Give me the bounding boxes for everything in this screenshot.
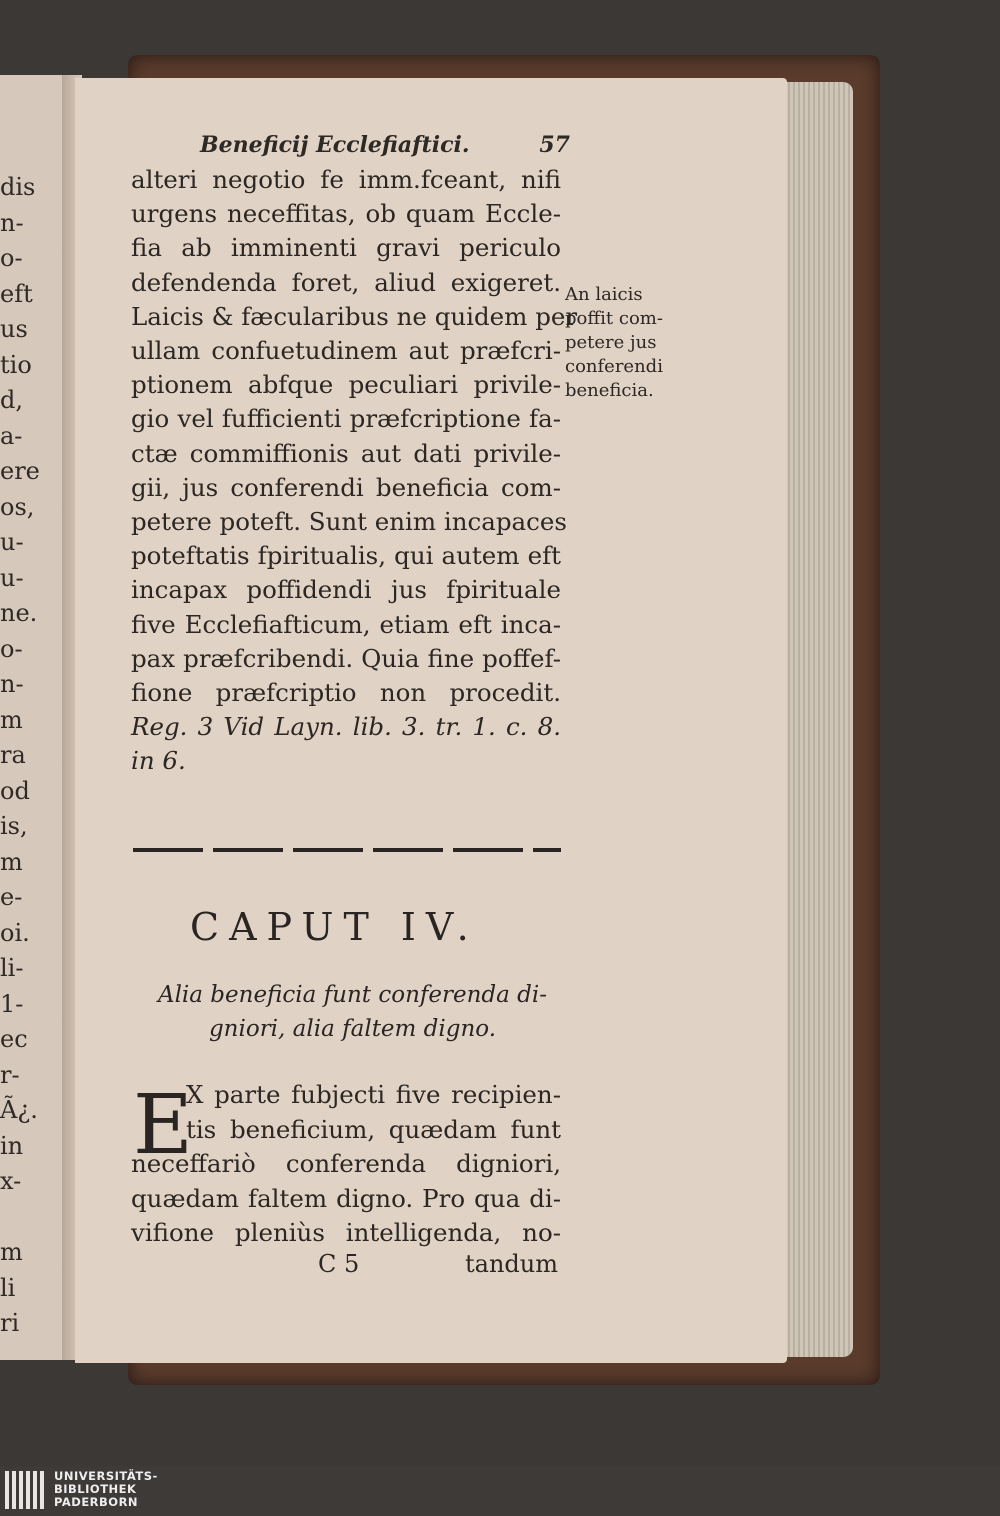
- subtitle-line: Alia beneficia funt conferenda di-: [157, 982, 548, 1008]
- left-page-fragment: r-: [0, 1060, 20, 1089]
- text-line: Laicis & fæcularibus ne quidem per: [131, 301, 578, 331]
- subtitle-line: gniori, alia faltem digno.: [208, 1016, 497, 1042]
- left-page-fragment: tio: [0, 350, 32, 379]
- logo-line-1: UNIVERSITÄTS-: [54, 1469, 158, 1483]
- text-line: ctæ commiffionis aut dati privile-: [131, 438, 561, 468]
- margin-note: [565, 283, 715, 403]
- text-line: incapax poffidendi jus fpirituale: [131, 575, 561, 605]
- chapter-text-line: tis beneficium, quædam funt: [186, 1114, 561, 1144]
- left-page-fragment: a-: [0, 421, 23, 450]
- signature-mark: C 5: [318, 1250, 360, 1278]
- text-line: urgens neceffitas, ob quam Eccle-: [131, 199, 561, 229]
- text-line: fione præfcriptio non procedit.: [131, 678, 561, 708]
- left-page-fragment: us: [0, 315, 28, 343]
- text-line: fia ab imminenti gravi periculo: [131, 233, 561, 263]
- left-page-fragment: Ã¿.: [0, 1096, 38, 1124]
- left-page-fragment: m: [0, 1238, 23, 1266]
- page-number: 57: [539, 132, 570, 158]
- running-head-title: Beneficij Ecclefiaftici.: [200, 132, 470, 158]
- left-page-fragment: ere: [0, 457, 40, 485]
- citation-line: Reg. 3 Vid Layn. lib. 3. tr. 1. c. 8.: [131, 712, 561, 742]
- left-page-fragment: m: [0, 847, 23, 876]
- left-page-fragment: [0, 1200, 40, 1236]
- left-page-fragment: eft: [0, 279, 33, 308]
- left-page-fragment: ra: [0, 741, 26, 769]
- text-line: defendenda foret, aliud exigeret.: [131, 267, 561, 297]
- text-line: alteri negotio fe imm.fceant, nifi: [131, 165, 561, 194]
- left-page-fragment: od: [0, 776, 30, 805]
- citation-line: in 6.: [131, 746, 186, 776]
- left-page-fragment: 1-: [0, 989, 24, 1018]
- library-logo-text: [54, 1470, 158, 1509]
- left-page-fragment: o-: [0, 244, 23, 272]
- left-page-text-fragments: [0, 170, 40, 1342]
- running-head: [200, 132, 570, 158]
- catchword: tandum: [465, 1250, 558, 1278]
- left-page-fragment: x-: [0, 1167, 22, 1195]
- left-page-fragment: n-: [0, 670, 24, 698]
- text-line: poteftatis fpiritualis, qui autem eft: [131, 541, 561, 571]
- margin-note-line: petere jus: [565, 332, 657, 353]
- left-page-fragment: m: [0, 705, 23, 734]
- text-line: pax præfcribendi. Quia fine poffef-: [131, 643, 561, 673]
- chapter-text-line: quædam faltem digno. Pro qua di-: [131, 1183, 561, 1213]
- text-line: gii, jus conferendi beneficia com-: [131, 472, 561, 502]
- chapter-text-line: X parte fubjecti five recipien-: [186, 1080, 561, 1109]
- chapter-text-line: neceffariò conferenda digniori,: [131, 1149, 561, 1178]
- left-page-fragment: li-: [0, 954, 24, 982]
- left-page-fragment: n-: [0, 208, 24, 237]
- text-line: ptionem abfque peculiari privile-: [131, 370, 561, 400]
- text-line: gio vel fufficienti præfcriptione fa-: [131, 404, 561, 434]
- text-line: petere poteft. Sunt enim incapaces: [131, 507, 567, 537]
- margin-note-line: beneficia.: [565, 380, 654, 401]
- logo-line-3: PADERBORN: [54, 1495, 139, 1509]
- chapter-body-text: [131, 1078, 561, 1251]
- left-page-fragment: dis: [0, 173, 36, 201]
- text-line: ullam confuetudinem aut præfcri-: [131, 336, 561, 366]
- left-page-fragment: ec: [0, 1025, 28, 1053]
- left-page-fragment: u-: [0, 528, 24, 556]
- library-logo-icon: [5, 1471, 47, 1509]
- left-page-fragment: oi.: [0, 918, 30, 947]
- margin-note-line: An laicis: [565, 284, 643, 305]
- left-page-fragment: is,: [0, 812, 28, 840]
- chapter-text-line: vifione pleniùs intelligenda, no-: [131, 1218, 561, 1247]
- logo-line-2: BIBLIOTHEK: [54, 1482, 137, 1496]
- left-page-fragment: d,: [0, 386, 23, 414]
- drop-cap: E: [133, 1078, 193, 1173]
- margin-note-line: conferendi: [565, 356, 663, 377]
- left-page-fragment: ne.: [0, 599, 38, 627]
- left-page-fragment: o-: [0, 634, 23, 663]
- margin-note-line: poffit com-: [565, 308, 663, 329]
- left-page-fragment: e-: [0, 883, 23, 911]
- library-footer: [0, 1466, 1000, 1516]
- body-text: [131, 163, 578, 779]
- left-page-fragment: ri: [0, 1309, 20, 1337]
- left-page-fragment: li: [0, 1273, 16, 1302]
- chapter-heading: CAPUT IV.: [190, 905, 479, 949]
- left-page-fragment: u-: [0, 563, 24, 592]
- text-line: five Ecclefiafticum, etiam eft inca-: [131, 609, 561, 639]
- left-page-fragment: in: [0, 1131, 24, 1160]
- chapter-subtitle: [140, 978, 565, 1046]
- section-rule: [133, 848, 561, 852]
- left-page-fragment: os,: [0, 492, 35, 521]
